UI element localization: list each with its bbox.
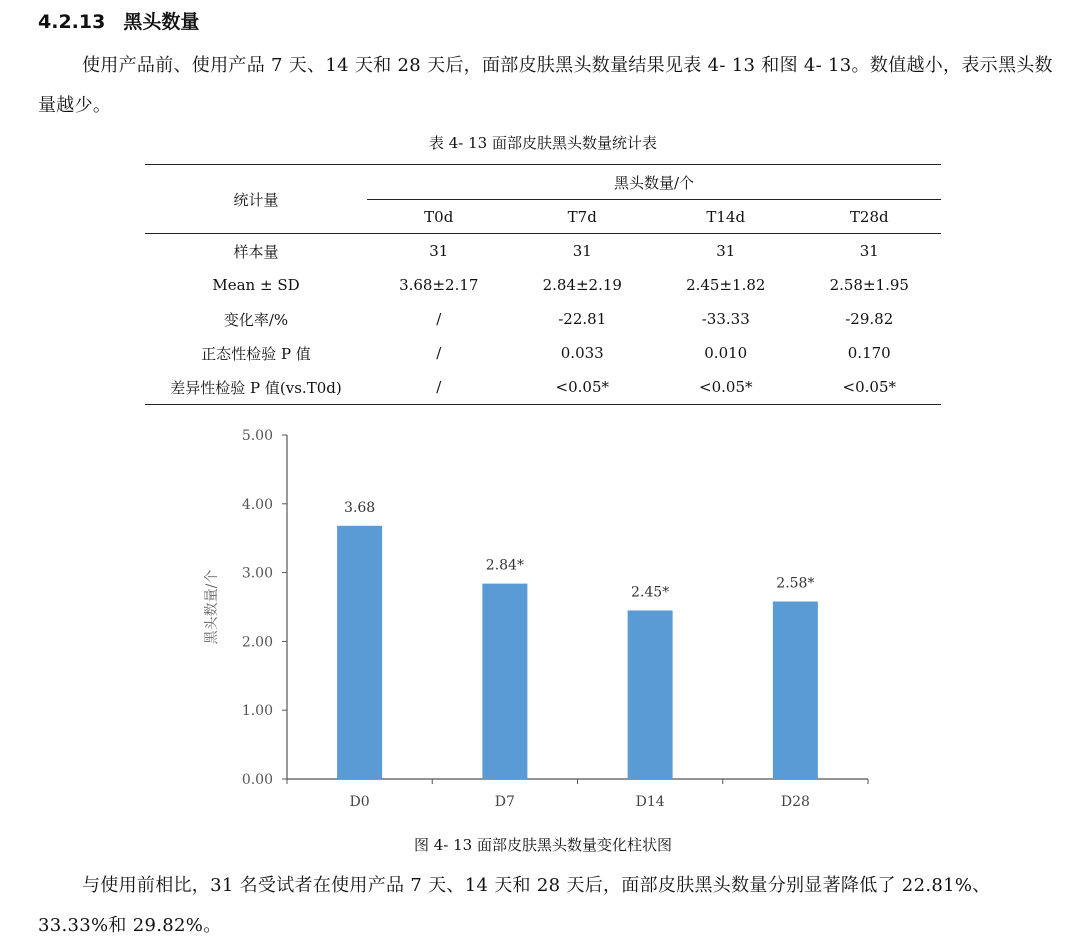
section-heading (38, 8, 199, 36)
table-cell: -22.81 (558, 310, 607, 328)
table-row (145, 336, 941, 370)
section-number: 4.2.13 (38, 11, 106, 33)
figure-caption: 图 4- 13 面部皮肤黑头数量变化柱状图 (413, 836, 672, 854)
table-caption: 表 4- 13 面部皮肤黑头数量统计表 (428, 134, 657, 152)
table-cell: 2.84±2.19 (542, 276, 622, 294)
table-cell: 2.45±1.82 (686, 276, 766, 294)
bar-data-label: 2.45* (631, 584, 670, 601)
table-cell: 31 (859, 242, 879, 260)
table-row-header: 统计量 (145, 165, 367, 234)
x-tick-label: D0 (349, 794, 370, 810)
table-row (145, 234, 941, 269)
y-tick-label: 0.00 (241, 772, 273, 788)
table-cell: 0.033 (560, 344, 604, 362)
y-tick-label: 2.00 (241, 634, 273, 651)
row-label: 变化率/% (223, 310, 289, 329)
table-cell: -29.82 (845, 310, 894, 328)
intro-paragraph: 使用产品前、使用产品 7 天、14 天和 28 天后，面部皮肤黑头数量结果见表 4- 13 和图 4- 13。数值越小，表示黑头数量越少。 (38, 55, 1053, 116)
table-row (145, 302, 941, 336)
table-row (145, 370, 941, 405)
table-cell: / (436, 310, 442, 328)
x-tick-label: D7 (494, 794, 515, 810)
table-cell: 31 (429, 242, 449, 260)
section-title: 黑头数量 (123, 11, 200, 33)
row-label: 差异性检验 P 值(vs.T0d) (170, 378, 342, 397)
table-cell: 2.58±1.95 (829, 276, 909, 294)
bar-data-label: 2.84* (485, 557, 524, 574)
y-tick-label: 5.00 (241, 428, 273, 444)
bar-chart (190, 420, 890, 820)
table-column-header: T0d (367, 200, 511, 234)
bar-data-label: 2.58* (776, 575, 815, 592)
y-tick-label: 3.00 (241, 565, 273, 582)
conclusion-paragraph: 与使用前相比，31 名受试者在使用产品 7 天、14 天和 28 天后，面部皮肤黑头数量分别显著降低了 22.81%、33.33%和 29.82%。 (38, 875, 991, 936)
y-tick-label: 4.00 (241, 496, 273, 513)
table-column-header: T28d (798, 200, 942, 234)
table-row (145, 268, 941, 302)
table-cell: <0.05* (842, 378, 896, 396)
table-cell: 0.010 (704, 344, 748, 362)
x-tick-label: D28 (780, 794, 810, 810)
x-tick-label: D14 (635, 794, 665, 810)
y-axis-label: 黑头数量/个 (204, 569, 220, 645)
bar-chart-svg (190, 420, 890, 820)
bar (482, 584, 527, 779)
table-cell: -33.33 (701, 310, 750, 328)
table-cell: / (436, 378, 442, 396)
row-label: Mean ± SD (212, 276, 300, 294)
table-group-header: 黑头数量/个 (367, 165, 941, 200)
row-label: 样本量 (233, 242, 279, 261)
table-column-header: T7d (511, 200, 655, 234)
bar (337, 526, 382, 779)
table-cell: / (436, 344, 442, 362)
bar (773, 601, 818, 779)
table-cell: 0.170 (847, 344, 891, 362)
stats-table (145, 164, 941, 405)
table-cell: <0.05* (699, 378, 753, 396)
table-column-header: T14d (654, 200, 798, 234)
table-cell: 31 (572, 242, 592, 260)
bar (628, 610, 673, 779)
row-label: 正态性检验 P 值 (201, 344, 311, 363)
y-tick-label: 1.00 (241, 703, 273, 720)
table-cell: 31 (716, 242, 736, 260)
bar-data-label: 3.68 (344, 499, 376, 516)
table-cell: <0.05* (555, 378, 609, 396)
table-cell: 3.68±2.17 (399, 276, 479, 294)
